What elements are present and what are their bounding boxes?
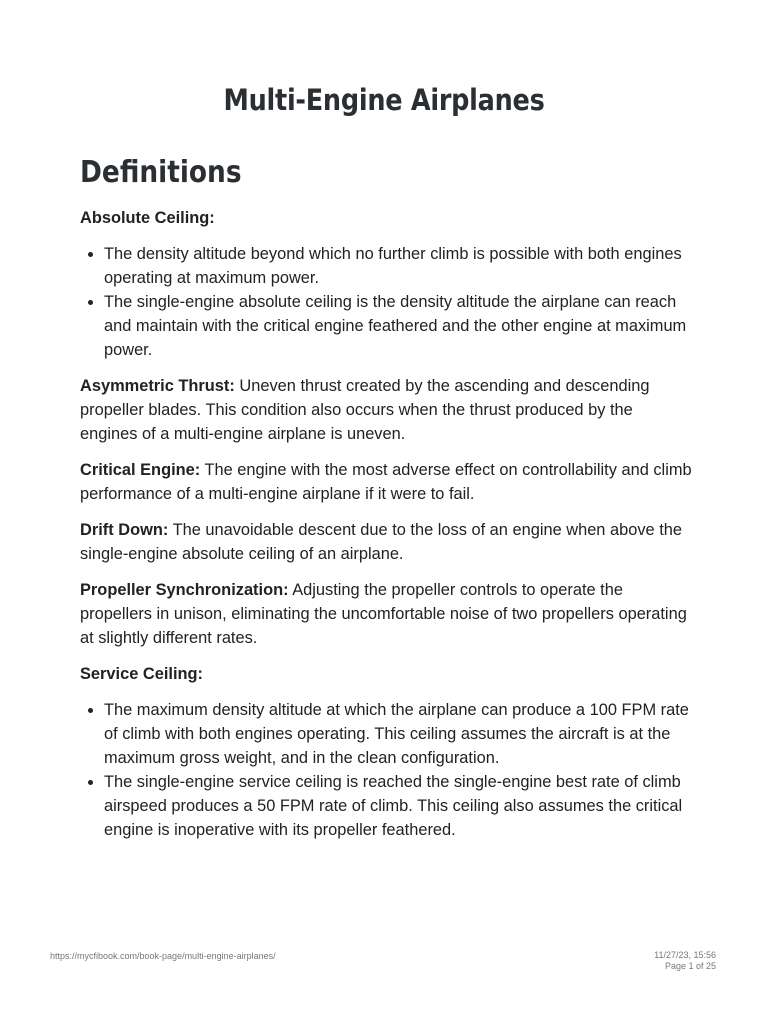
term-critical-engine (80, 458, 692, 506)
definitions-content (80, 206, 692, 854)
term-definition: The engine with the most adverse effect on controllability and climb performance of a multi-engine airplane if it were to fail. (80, 461, 692, 503)
term-label: Absolute Ceiling: (80, 209, 215, 227)
term-label: Propeller Synchronization: (80, 581, 289, 599)
footer-meta (654, 950, 716, 972)
list-item: • The density altitude beyond which no further climb is possible with both engines operating at maximum power. (104, 242, 692, 290)
term-definition: Uneven thrust created by the ascending and descending propeller blades. This condition also occurs when the thrust produced by the engines of a multi-engine airplane is uneven. (80, 377, 650, 443)
term-absolute-ceiling (80, 206, 692, 230)
footer-timestamp: 11/27/23, 15:56 (654, 950, 716, 960)
term-label: Drift Down: (80, 521, 169, 539)
term-label: Service Ceiling: (80, 665, 203, 683)
footer-url: https://mycfibook.com/book-page/multi-engine-airplanes/ (50, 951, 276, 961)
section-heading-definitions: Definitions (80, 155, 242, 190)
term-service-ceiling (80, 662, 692, 686)
list-item: • The single-engine absolute ceiling is the density altitude the airplane can reach and maintain with the critical engine feathered and the other engine at maximum power. (104, 290, 692, 362)
term-definition: The unavoidable descent due to the loss of an engine when above the single-engine absolute ceiling of an airplane. (80, 521, 682, 563)
term-definition: Adjusting the propeller controls to operate the propellers in unison, eliminating the uncomfortable noise of two propellers operating at slightly different rates. (80, 581, 687, 647)
absolute-ceiling-list (80, 242, 692, 362)
term-asymmetric-thrust (80, 374, 692, 446)
page-title: Multi-Engine Airplanes (223, 83, 545, 117)
list-item: • The single-engine service ceiling is reached the single-engine best rate of climb airspeed produces a 50 FPM rate of climb. This ceiling also assumes the critical engine is inoperative with its propeller feathered. (104, 770, 692, 842)
service-ceiling-list (80, 698, 692, 842)
term-propeller-synchronization (80, 578, 692, 650)
term-drift-down (80, 518, 692, 566)
term-label: Critical Engine: (80, 461, 201, 479)
term-label: Asymmetric Thrust: (80, 377, 235, 395)
list-item: • The maximum density altitude at which the airplane can produce a 100 FPM rate of climb with both engines operating. This ceiling assumes the aircraft is at the maximum gross weight, and in the clean configuration. (104, 698, 692, 770)
footer-page-number: Page 1 of 25 (664, 961, 716, 971)
